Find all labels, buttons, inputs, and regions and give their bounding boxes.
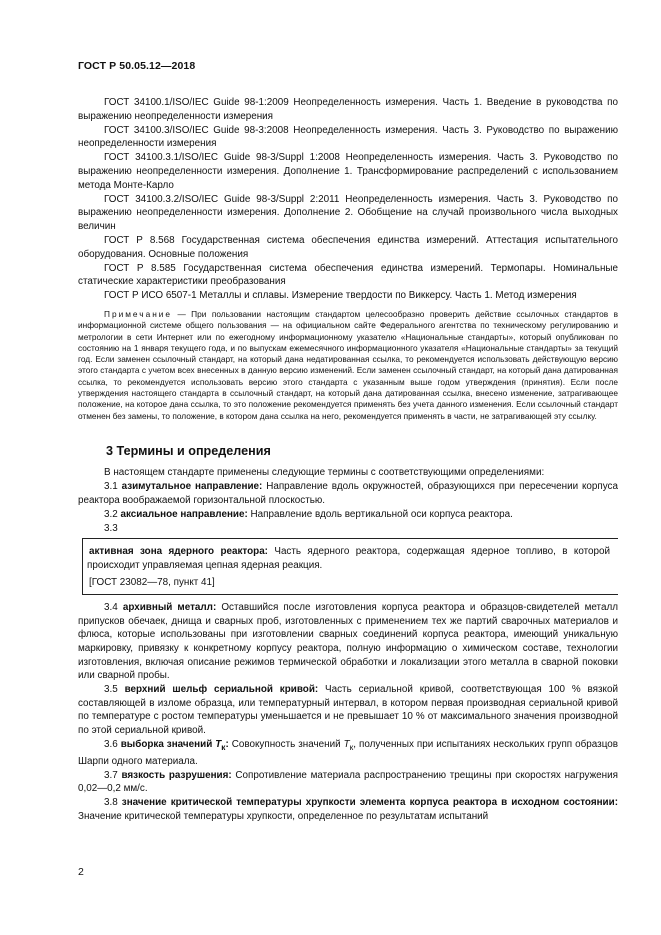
term-3-1 — [78, 480, 618, 507]
term-name: аксиальное направление: — [120, 508, 248, 520]
term-name: активная зона ядерного реактора: — [89, 546, 268, 558]
note-label: Примечание — [104, 308, 173, 319]
term-3-3-definition — [87, 545, 610, 572]
term-name: верхний шельф сериальной кривой: — [124, 684, 319, 696]
term-definition: Сопротивление материала распространению трещины при скоростях нагружения 0,02—0,2 мм/с. — [78, 769, 618, 795]
term-definition: Значение критической температуры хрупкости, определенное по результатам испытаний — [78, 811, 489, 822]
term-definition: Часть сериальной кривой, соответствующая 100 % вязкой составляющей в изломе образца, или температурный интервал, в котором первая производная сериальной кривой по температуре с ростом температуры уменьшается и не превышает 10 % от максимального значения производной по этой сериальной кривой. — [78, 684, 618, 736]
term-name-text: выборка значений — [120, 739, 216, 751]
term-3-5 — [78, 683, 618, 737]
reference-item: ГОСТ 34100.1/ISO/IEC Guide 98-1:2009 Неопределенность измерения. Часть 1. Введение в руководства по выражению неопределенности измерения — [78, 97, 618, 122]
term-definition: Направление вдоль окружностей, образующихся при пересечении корпуса реактора воображаемой горизонтальной плоскостью. — [78, 480, 618, 506]
term-name: архивный металл: — [122, 602, 217, 614]
reference-item: ГОСТ Р 8.585 Государственная система обеспечения единства измерений. Термопары. Номинальные статические характеристики преобразования — [78, 262, 618, 288]
term-definition: Совокупность значений — [228, 739, 344, 751]
term-name — [120, 739, 229, 753]
symbol-t: T — [215, 739, 222, 751]
symbol-t: T — [343, 739, 350, 751]
term-definition: , полученных при испытаниях нескольких групп образцов Шарпи одного материала. — [78, 739, 618, 767]
reference-item: ГОСТ Р ИСО 6507-1 Металлы и сплавы. Измерение твердости по Виккерсу. Часть 1. Метод измерения — [104, 290, 577, 302]
term-3-6 — [78, 738, 618, 768]
term-name: вязкость разрушения: — [121, 769, 232, 781]
term-3-8 — [78, 796, 618, 823]
reference-item: ГОСТ 34100.3.1/ISO/IEC Guide 98-3/Suppl 1:2008 Неопределенность измерения. Часть 3. Руководство по выражению неопределенности измерения. Дополнение 1. Трансформирование распределений с использованием метода Монте-Карло — [78, 152, 618, 191]
term-number: 3.2 — [104, 508, 121, 520]
term-definition: Часть ядерного реактора, содержащая ядерное топливо, в которой происходит управляемая цепная ядерная реакция. — [87, 546, 611, 571]
term-number: 3.7 — [104, 769, 122, 781]
term-name: значение критической температуры хрупкости элемента корпуса реактора в исходном состоянии: — [121, 797, 618, 809]
term-3-2 — [78, 508, 618, 522]
term-definition: Направление вдоль вертикальной оси корпуса реактора. — [247, 508, 513, 520]
document-body — [78, 96, 618, 824]
term-number: 3.4 — [104, 602, 123, 614]
note-paragraph — [78, 309, 618, 422]
term-3-3-box — [82, 538, 618, 595]
page-number: 2 — [78, 866, 84, 878]
document-header: ГОСТ Р 50.05.12—2018 — [78, 60, 196, 72]
term-3-7 — [78, 769, 618, 796]
symbol-subscript: к — [349, 743, 354, 753]
reference-item: ГОСТ 34100.3/ISO/IEC Guide 98-3:2008 Неопределенность измерения. Часть 3. Руководство по выражению неопределенности измерения — [78, 124, 618, 150]
term-name: азимутальное направление: — [121, 480, 263, 492]
symbol-subscript: к — [221, 743, 226, 753]
section-intro: В настоящем стандарте применены следующие термины с соответствующими определениями: — [104, 466, 545, 478]
term-colon: : — [225, 739, 229, 751]
reference-item: ГОСТ Р 8.568 Государственная система обеспечения единства измерений. Аттестация испытательного оборудования. Основные положения — [78, 234, 618, 260]
term-number: 3.8 — [104, 797, 122, 809]
note-text: — При пользовании настоящим стандартом целесообразно проверить действие ссылочных стандартов в информационной системе общего пользования — на официальном сайте Федерального агентства по техническому регулированию и метрологии в сети Интернет или по ежегодному информационному указателю «Национальные стандарты», который опубликован по состоянию на 1 января текущего года, и по выпускам ежемесячного информационного указателя «Национальные стандарты» за текущий год. Если заменен ссылочный стандарт, на который дана недатированная ссылка, то рекомендуется использовать действующую версию этого стандарта с учетом всех внесенных в данную версию изменений. Если заменен ссылочный стандарт, на который дана датированная ссылка, то рекомендуется использовать версию этого стандарта с указанным выше годом утверждения (принятия). Если после утверждения настоящего стандарта в ссылочный стандарт, на который дана датированная ссылка, внесено изменение, затрагивающее положение, на которое дана ссылка, то это положение рекомендуется применять без учета данного изменения. Если ссылочный стандарт отменен без замены, то положение, в котором дана ссылка на него, рекомендуется применять в части, не затрагивающей эту ссылку. — [78, 308, 618, 421]
term-definition: Оставшийся после изготовления корпуса реактора и образцов-свидетелей металл припусков обечаек, днища и сварных проб, изготовленных с применением тех же партий сварочных материалов и флюса, которые использованы при изготовлении сварных соединений корпуса реактора, имеющий уникальную маркировку, привязку к конкретному корпусу реактора, полную информацию о химическом составе, технологии изготовления, включая описание режимов термической обработки и локализации этого металла в сварной поковки или сварной пробы. — [78, 602, 618, 682]
term-3-4 — [78, 601, 618, 683]
term-number: 3.1 — [104, 480, 122, 492]
term-3-3-number: 3.3 — [104, 522, 118, 534]
term-number: 3.6 — [104, 739, 121, 751]
term-3-3-source: [ГОСТ 23082—78, пункт 41] — [89, 576, 215, 588]
reference-item: ГОСТ 34100.3.2/ISO/IEC Guide 98-3/Suppl 2:2011 Неопределенность измерения. Часть 3. Руководство по выражению неопределенности измерения. Дополнение 2. Обобщение на случай произвольного числа выходных величин — [78, 193, 618, 232]
section-heading: 3 Термины и определения — [106, 443, 271, 458]
term-number: 3.5 — [104, 684, 125, 696]
